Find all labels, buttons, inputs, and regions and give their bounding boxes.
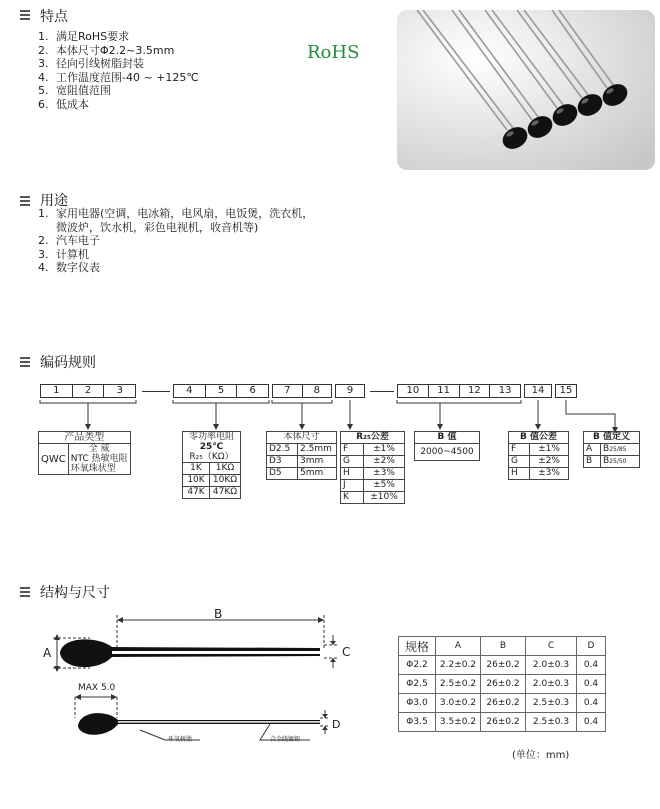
table-row: Φ3.5 3.5±0.2 26±0.2 2.5±0.3 0.4	[399, 713, 606, 732]
code-group-4: 9	[335, 384, 365, 398]
list-item: 3. 计算机	[38, 247, 89, 261]
list-item: 6. 低成本	[38, 97, 89, 111]
b-definition-table: B 值定义 A B25/85 B B25/50	[583, 431, 640, 468]
body-size-table: 本体尺寸 D2.5 2.5mm D3 3mm D5 5mm	[266, 431, 337, 480]
list-item: 4. 工作温度范围-40 ~ +125℃	[38, 70, 199, 84]
list-item: 4. 数字仪表	[38, 261, 100, 274]
table-row: 规格 A B C D	[399, 637, 606, 656]
list-item: 微波炉，饮水机，彩色电视机，收音机等)	[56, 220, 259, 234]
r25-tolerance-table: R₂₅公差 F ±1% G ±2% H ±3% J ±5% K ±10%	[340, 431, 405, 504]
rohs-label: RoHS	[307, 42, 360, 63]
table-row: Φ2.2 2.2±0.2 26±0.2 2.0±0.3 0.4	[399, 656, 606, 675]
dimension-drawing	[0, 600, 390, 780]
wire-label: 合金线镀锡	[270, 736, 301, 743]
code-group-5: 10 11 12 13	[397, 384, 521, 398]
coding-title: 编码规则	[40, 355, 96, 371]
unit-note: (单位：mm)	[512, 750, 570, 761]
code-group-6: 14	[524, 384, 552, 398]
product-type-table: 产品类型 QWC 全 威 NTC 热敏电阻 环氧珠状型	[38, 431, 131, 475]
code-group-7: 15	[555, 384, 577, 398]
max-label: MAX 5.0	[78, 683, 116, 693]
features-title: 特点	[40, 9, 68, 25]
section-bullet-icon	[20, 585, 30, 599]
resistance-table: 零功率电阻 25℃ R₂₅（KΩ） 1K 1KΩ 10K 10KΩ 47K 47KΩ	[182, 431, 241, 499]
dim-label-c: C	[342, 645, 351, 659]
list-item: 2. 汽车电子	[38, 234, 100, 247]
list-item: 1. 满足RoHS要求	[38, 30, 130, 43]
table-row: Φ2.5 2.5±0.2 26±0.2 2.0±0.3 0.4	[399, 675, 606, 694]
code-group-1: 1 2 3	[40, 384, 136, 398]
b-tolerance-table: B 值公差 F ±1% G ±2% H ±3%	[508, 431, 569, 480]
spec-table	[398, 636, 606, 732]
list-item: 5. 宽阻值范围	[38, 84, 111, 97]
code-group-2: 4 5 6	[173, 384, 269, 398]
dim-label-d: D	[332, 718, 341, 731]
code-group-3: 7 8	[272, 384, 332, 398]
b-value-table: B 值 2000~4500	[414, 431, 480, 461]
uses-title: 用途	[40, 193, 68, 209]
dim-label-a: A	[43, 646, 52, 660]
list-item: 2. 本体尺寸Φ2.2~3.5mm	[38, 43, 175, 57]
structure-title: 结构与尺寸	[40, 585, 110, 601]
dim-label-b: B	[214, 607, 223, 621]
table-row: Φ3.0 3.0±0.2 26±0.2 2.5±0.3 0.4	[399, 694, 606, 713]
list-item: 3. 径向引线树脂封装	[38, 57, 144, 70]
resin-label: 环氧树脂	[168, 736, 193, 743]
list-item: 1. 家用电器(空调，电冰箱，电风扇，电饭煲，洗衣机，	[38, 207, 314, 220]
